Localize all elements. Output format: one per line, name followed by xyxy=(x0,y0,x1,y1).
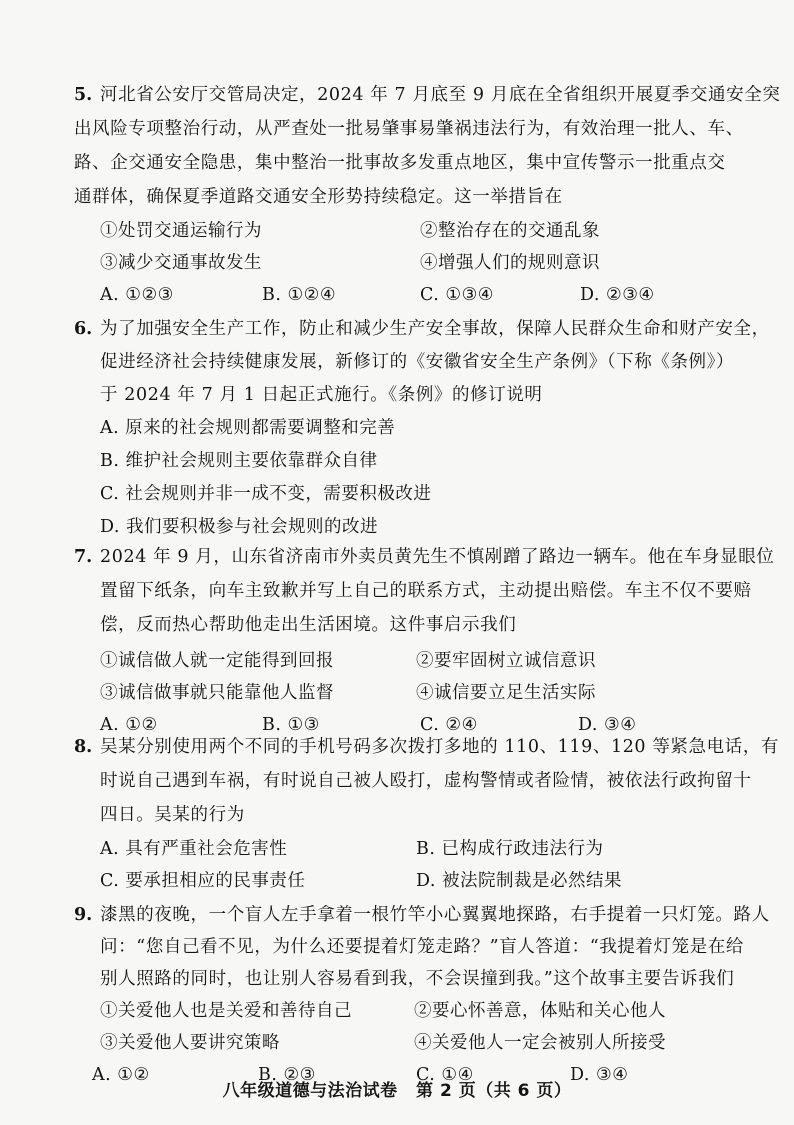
choice-d: D. 我们要积极参与社会规则的改进 xyxy=(100,517,379,537)
choice-d: D. 被法院制裁是必然结果 xyxy=(416,871,623,891)
question-number: 9. xyxy=(74,905,93,925)
choice-a: A. ①②③ xyxy=(100,285,174,305)
statement-4: ④关爱他人一定会被别人所接受 xyxy=(414,1033,666,1053)
question-stem-line: 为了加强安全生产工作，防止和减少生产安全事故，保障人民群众生命和财产安全， xyxy=(100,319,770,339)
choice-d: D. ③④ xyxy=(570,1065,629,1085)
statement-1: ①诚信做人就一定能得到回报 xyxy=(100,651,334,671)
statement-2: ②整治存在的交通乱象 xyxy=(420,221,600,241)
question-stem-line: 2024 年 9 月，山东省济南市外卖员黄先生不慎剐蹭了路边一辆车。他在车身显眼位 xyxy=(100,547,775,567)
choice-a: A. ①② xyxy=(100,715,158,735)
statement-1: ①关爱他人也是关爱和善待自己 xyxy=(100,1001,352,1021)
choice-a: A. 原来的社会规则都需要调整和完善 xyxy=(100,418,396,438)
question-stem-line: 置留下纸条，向车主致歉并写上自己的联系方式，主动提出赔偿。车主不仅不要赔 xyxy=(100,581,752,601)
question-stem-line: 漆黑的夜晚，一个盲人左手拿着一根竹竿小心翼翼地探路，右手提着一只灯笼。路人 xyxy=(100,905,770,925)
question-stem-line: 于 2024 年 7 月 1 日起正式施行。《条例》的修订说明 xyxy=(100,385,543,405)
question-stem-line: 偿，反而热心帮助他走出生活困境。这件事启示我们 xyxy=(100,615,517,635)
question-stem-line: 河北省公安厅交管局决定，2024 年 7 月底至 9 月底在全省组织开展夏季交通安全突 xyxy=(100,85,781,105)
page-footer xyxy=(0,1076,794,1101)
choice-b: B. 维护社会规则主要依靠群众自律 xyxy=(100,451,378,471)
statement-3: ③减少交通事故发生 xyxy=(100,253,262,273)
statement-3: ③关爱他人要讲究策略 xyxy=(100,1033,280,1053)
question-number: 5. xyxy=(74,85,93,105)
choice-c: C. ①③④ xyxy=(420,285,494,305)
question-stem-line: 通群体，确保夏季道路交通安全形势持续稳定。这一举措旨在 xyxy=(74,187,563,207)
question-stem-line: 促进经济社会持续健康发展，新修订的《安徽省安全生产条例》（下称《条例》） xyxy=(100,352,735,372)
choice-b: B. 已构成行政违法行为 xyxy=(416,839,604,859)
choice-d: D. ②③④ xyxy=(580,285,655,305)
question-stem-line: 问：“您自己看不见，为什么还要提着灯笼走路？”盲人答道：“我提着灯笼是在给 xyxy=(100,937,745,957)
question-stem-line: 别人照路的同时，也让别人容易看到我，不会误撞到我。”这个故事主要告诉我们 xyxy=(100,969,735,989)
choice-c: C. ①④ xyxy=(416,1065,474,1085)
question-stem-line: 四日。吴某的行为 xyxy=(100,805,245,825)
choice-c: C. 要承担相应的民事责任 xyxy=(100,871,306,891)
choice-c: C. ②④ xyxy=(420,715,478,735)
question-number: 6. xyxy=(74,319,93,339)
choice-b: B. ②③ xyxy=(258,1065,316,1085)
choice-b: B. ①③ xyxy=(262,715,320,735)
question-stem-line: 出风险专项整治行动，从严查处一批易肇事易肇祸违法行为，有效治理一批人、车、 xyxy=(74,119,744,139)
choice-d: D. ③④ xyxy=(578,715,637,735)
statement-2: ②要心怀善意，体贴和关心他人 xyxy=(414,1001,666,1021)
statement-1: ①处罚交通运输行为 xyxy=(100,221,262,241)
footer-page-number: 第 2 页（共 6 页） xyxy=(416,1081,572,1101)
footer-course-title: 八年级道德与法治试卷 xyxy=(222,1081,398,1101)
statement-2: ②要牢固树立诚信意识 xyxy=(416,651,596,671)
question-stem-line: 时说自己遇到车祸，有时说自己被人殴打，虚构警情或者险情，被依法行政拘留十 xyxy=(100,771,752,791)
question-number: 8. xyxy=(74,737,93,757)
question-number: 7. xyxy=(74,547,93,567)
statement-4: ④诚信要立足生活实际 xyxy=(416,683,596,703)
statement-4: ④增强人们的规则意识 xyxy=(420,253,600,273)
choice-a: A. ①② xyxy=(92,1065,150,1085)
choice-b: B. ①②④ xyxy=(262,285,337,305)
question-stem-line: 路、企交通安全隐患，集中整治一批事故多发重点地区，集中宣传警示一批重点交 xyxy=(74,153,726,173)
choice-c: C. 社会规则并非一成不变，需要积极改进 xyxy=(100,484,432,504)
choice-a: A. 具有严重社会危害性 xyxy=(100,839,288,859)
question-stem-line: 吴某分别使用两个不同的手机号码多次拨打多地的 110、119、120 等紧急电话，有 xyxy=(100,737,780,757)
statement-3: ③诚信做事就只能靠他人监督 xyxy=(100,683,334,703)
